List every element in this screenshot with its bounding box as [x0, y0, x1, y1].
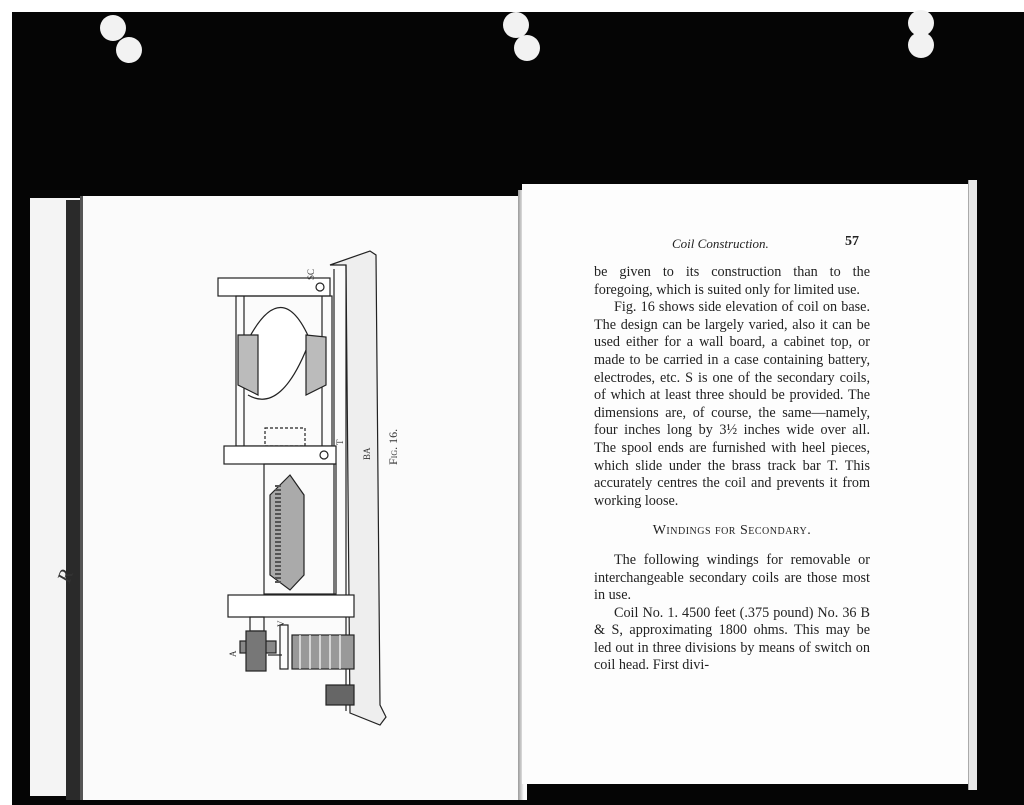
margin-handwriting: R: [53, 566, 79, 586]
paragraph: be given to its construction than to the foregoing, which is suited only for limited use.: [594, 264, 870, 298]
figure-label-ba: BA: [362, 447, 372, 460]
figure-label-v: V: [276, 620, 286, 627]
section-heading: Windings for Secondary.: [652, 523, 812, 539]
figure-label-a: A: [228, 650, 238, 657]
page-body-text: [594, 264, 870, 675]
figure-caption-text: Fig. 16.: [386, 428, 400, 465]
paragraph: The following windings for removable or interchangeable secondary coils are those most in use.: [594, 551, 870, 604]
figure-label-t: T: [335, 439, 345, 445]
punch-hole: [116, 37, 142, 63]
running-head: Coil Construction.: [672, 236, 769, 251]
punch-hole: [100, 15, 126, 41]
paragraph: Coil No. 1. 4500 feet (.375 pound) No. 36 B & S, approximating 1800 ohms. This may be led out in three divisions by means of switch on coil head. First divi-: [594, 604, 870, 674]
figure-label-sc: SC: [306, 268, 316, 280]
paragraph: Fig. 16 shows side elevation of coil on base. The design can be largely varied, also it can be used either for a wall board, a cabinet top, or made to be carried in a case containing battery, electrodes, etc. S is one of the secondary coils, of which at least three should be provided. The dimensions are, of course, the same—namely, four inches long by 3½ inches wide over all. The spool ends are furnished with heel pieces, which slide under the brass track bar T. This accurately centres the coil and prevents it from working loose.: [594, 299, 870, 509]
coil-figure: [210, 245, 390, 735]
punch-hole: [514, 35, 540, 61]
right-page-edge: [968, 180, 977, 790]
punch-hole: [908, 32, 934, 58]
figure-caption: [386, 429, 401, 465]
page-number: 57: [845, 234, 859, 249]
